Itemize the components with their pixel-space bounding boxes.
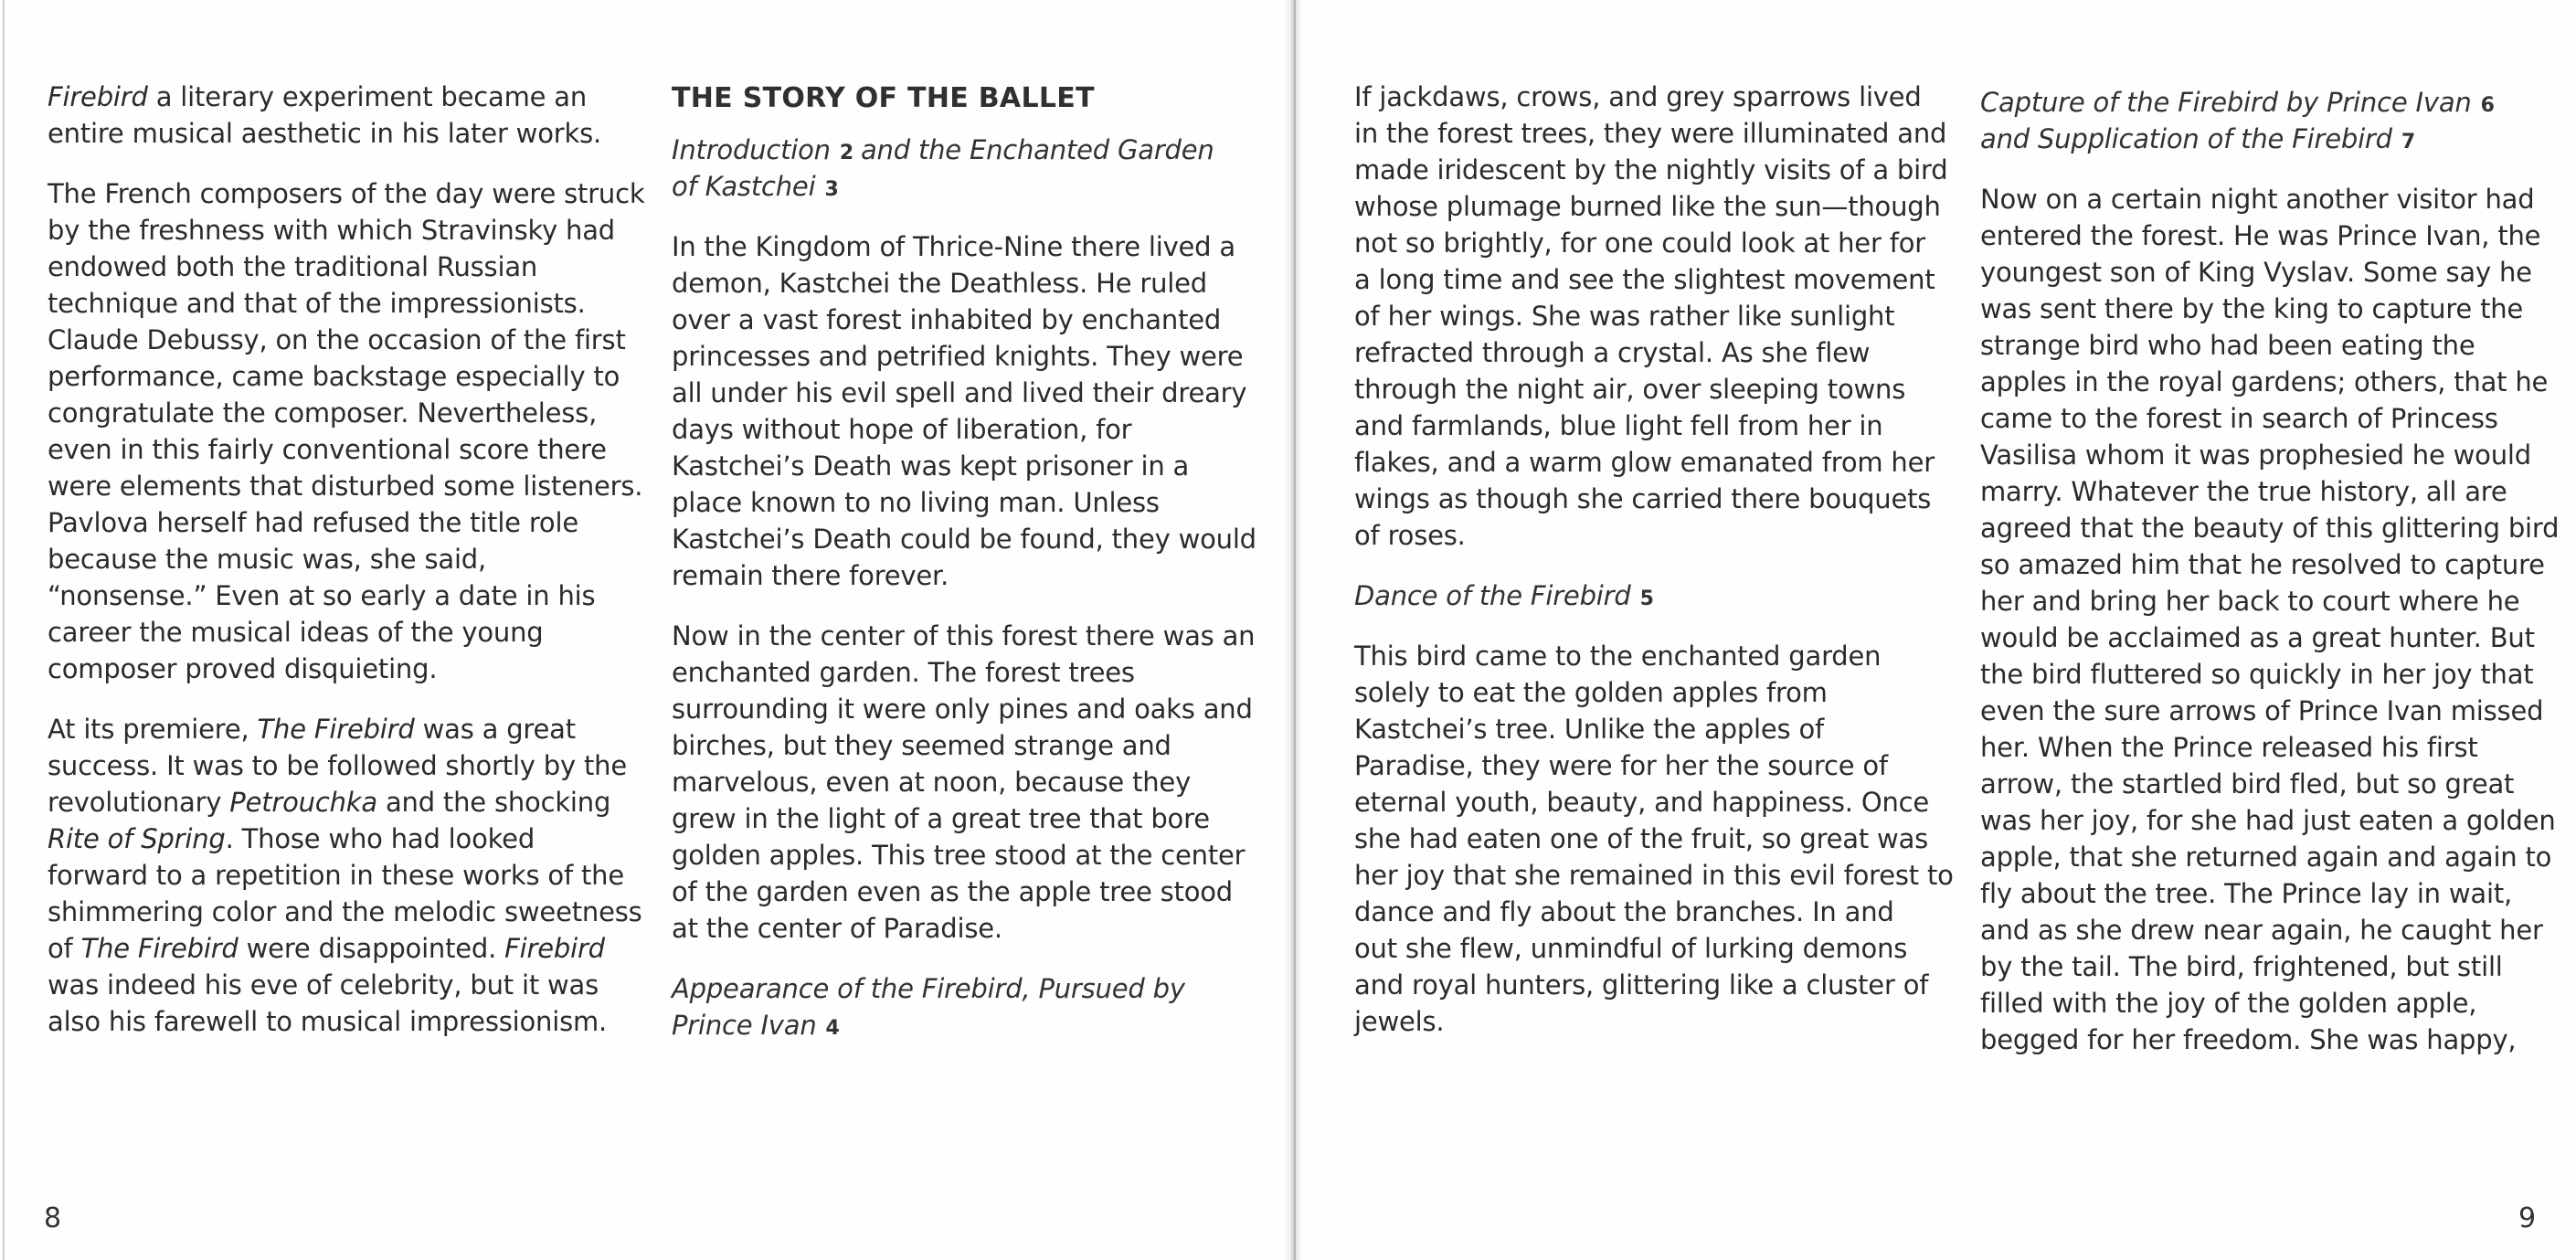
text-line [48, 967, 651, 1003]
text-run: congratulate the composer. Nevertheless, [48, 397, 598, 429]
track-number: 4 [825, 1017, 840, 1040]
text-line [48, 541, 651, 577]
text-run: dance and fly about the branches. In and [1354, 896, 1894, 927]
text-run: Kastchei’s tree. Unlike the apples of [1354, 714, 1825, 745]
text-line [1980, 802, 2565, 839]
fold-crease [1294, 0, 1296, 1260]
text-run: “nonsense.” Even at so early a date in his [48, 580, 596, 611]
text-line [1980, 729, 2565, 766]
text-line [48, 285, 651, 322]
italic-text: of Kastchei [672, 171, 816, 202]
text-run: so amazed him that he resolved to capture [1980, 549, 2545, 580]
text-line [48, 249, 651, 285]
page-edge [3, 0, 5, 1260]
text-run: strange bird who had been eating the [1980, 330, 2475, 361]
text-run: career the musical ideas of the young [48, 617, 544, 648]
text-line [672, 228, 1275, 265]
italic-text: Rite of Spring [48, 823, 226, 854]
paragraph [48, 711, 651, 1040]
text-line [672, 654, 1275, 691]
text-line [1354, 674, 1957, 711]
text-line [672, 411, 1275, 448]
text-line [48, 651, 651, 687]
text-run: she had eaten one of the fruit, so great was [1354, 823, 1929, 854]
text-line [48, 395, 651, 431]
text-run: out she flew, unmindful of lurking demons [1354, 933, 1908, 964]
column-1 [48, 79, 651, 1064]
text-run: was her joy, for she had just eaten a golden [1980, 805, 2556, 836]
text-run: Pavlova herself had refused the title role [48, 507, 578, 538]
text-run: flakes, and a warm glow emanated from her [1354, 447, 1935, 478]
text-run: and as she drew near again, he caught her [1980, 915, 2543, 946]
text-line [48, 747, 651, 784]
text-line [1354, 930, 1957, 967]
text-run: eternal youth, beauty, and happiness. Once [1354, 787, 1930, 818]
text-line [48, 1003, 651, 1040]
text-run: revolutionary [48, 787, 230, 818]
text-line [672, 265, 1275, 302]
italic-text: Firebird [504, 933, 605, 964]
text-run: by the freshness with which Stravinsky had [48, 215, 616, 246]
italic-text: Prince Ivan [672, 1010, 817, 1041]
text-run: made iridescent by the nightly visits of a bird [1354, 154, 1948, 185]
text-line [672, 764, 1275, 800]
movement-title [672, 970, 1275, 1043]
text-run: apple, that she returned again and again to [1980, 842, 2552, 873]
text-run: place known to no living man. Unless [672, 487, 1160, 518]
text-run: The French composers of the day were struck [48, 178, 645, 209]
text-run: because the music was, she said, [48, 544, 487, 575]
text-run: In the Kingdom of Thrice-Nine there lived a [672, 231, 1235, 262]
text-line [1980, 121, 2565, 157]
text-line [672, 970, 1275, 1007]
text-run: her joy that she remained in this evil forest to [1354, 860, 1954, 891]
italic-text: Capture of the Firebird by Prince Ivan [1980, 87, 2472, 118]
movement-title [1354, 577, 1957, 614]
text-line [1980, 985, 2565, 1022]
text-line [1980, 912, 2565, 948]
text-run: begged for her freedom. She was happy, [1980, 1024, 2517, 1055]
text-run: Vasilisa whom it was prophesied he would [1980, 439, 2531, 471]
paragraph [672, 228, 1275, 594]
text-line [1980, 656, 2565, 693]
center-fold [1283, 0, 1303, 1260]
text-run: shimmering color and the melodic sweetness [48, 896, 642, 927]
text-line [1980, 217, 2565, 254]
text-line [1354, 747, 1957, 784]
track-number: 3 [824, 178, 839, 201]
column-3 [1354, 79, 1957, 1064]
text-run: would be acclaimed as a great hunter. But [1980, 622, 2535, 653]
text-run: marry. Whatever the true history, all are [1980, 476, 2507, 507]
text-line [1980, 254, 2565, 291]
text-line [1980, 766, 2565, 802]
text-run: jewels. [1354, 1006, 1445, 1037]
text-line [1980, 291, 2565, 327]
text-run: were disappointed. [238, 933, 505, 964]
text-run: fly about the tree. The Prince lay in wait, [1980, 878, 2513, 909]
italic-text: Petrouchka [229, 787, 377, 818]
text-run: enchanted garden. The forest trees [672, 657, 1135, 688]
text-run: and the shocking [376, 787, 611, 818]
text-line [1354, 711, 1957, 747]
text-line [672, 375, 1275, 411]
italic-text: Appearance of the Firebird, Pursued by [672, 973, 1185, 1004]
text-run: composer proved disquieting. [48, 653, 438, 684]
text-line [48, 711, 651, 747]
text-run: arrow, the startled bird fled, but so great [1980, 768, 2515, 799]
text-run: solely to eat the golden apples from [1354, 677, 1828, 708]
text-run: At its premiere, [48, 714, 258, 745]
page-number-left: 8 [44, 1202, 62, 1234]
text-line [48, 821, 651, 857]
text-run: surrounding it were only pines and oaks and [672, 694, 1253, 725]
text-line [1354, 638, 1957, 674]
text-line [1980, 839, 2565, 875]
text-run: by the tail. The bird, frightened, but still [1980, 951, 2503, 982]
text-line [48, 930, 651, 967]
text-line [672, 302, 1275, 338]
text-run: was a great [414, 714, 576, 745]
text-line [1980, 619, 2565, 656]
text-run: her and bring her back to court where he [1980, 586, 2520, 617]
text-run: were elements that disturbed some listeners. [48, 471, 643, 502]
text-line [1980, 327, 2565, 364]
text-run: wings as though she carried there bouquets [1354, 483, 1932, 514]
text-line [672, 557, 1275, 594]
text-run: refracted through a crystal. As she flew [1354, 337, 1871, 368]
italic-text: and the Enchanted Garden [860, 134, 1214, 165]
text-run: success. It was to be followed shortly by the [48, 750, 627, 781]
text-line [672, 800, 1275, 837]
italic-text: Firebird [48, 81, 148, 112]
text-run: days without hope of liberation, for [672, 414, 1132, 445]
text-line [48, 614, 651, 651]
text-line [1354, 188, 1957, 225]
text-line [1354, 517, 1957, 554]
text-run: whose plumage burned like the sun—though [1354, 191, 1941, 222]
page-number-right: 9 [2518, 1202, 2537, 1234]
italic-text: The Firebird [80, 933, 239, 964]
text-run: her. When the Prince released his first [1980, 732, 2478, 763]
text-line [1980, 693, 2565, 729]
paragraph [672, 618, 1275, 947]
track-number: 5 [1639, 588, 1654, 610]
text-run: Kastchei’s Death was kept prisoner in a [672, 450, 1190, 482]
text-line [1354, 334, 1957, 371]
text-line [48, 79, 651, 115]
text-line [1980, 510, 2565, 546]
italic-text: Introduction [672, 134, 831, 165]
text-run: forward to a repetition in these works of the [48, 860, 624, 891]
text-run: a long time and see the slightest movement [1354, 264, 1935, 295]
movement-title [1980, 84, 2565, 157]
text-line [1354, 408, 1957, 444]
text-line [48, 894, 651, 930]
text-line [672, 874, 1275, 910]
text-run: of roses. [1354, 520, 1466, 551]
text-run: marvelous, even at noon, because they [672, 767, 1192, 798]
text-run: a literary experiment became an [147, 81, 588, 112]
paragraph [1980, 181, 2565, 1058]
text-line [1980, 400, 2565, 437]
text-run: even the sure arrows of Prince Ivan missed [1980, 695, 2544, 726]
text-line [672, 448, 1275, 484]
text-line [48, 577, 651, 614]
text-line [1354, 371, 1957, 408]
text-run: grew in the light of a great tree that bore [672, 803, 1210, 834]
text-run: also his farewell to musical impressionism. [48, 1006, 608, 1037]
text-run: of [48, 933, 81, 964]
text-line [1980, 546, 2565, 583]
text-run: birches, but they seemed strange and [672, 730, 1171, 761]
text-line [1980, 473, 2565, 510]
text-run: in the forest trees, they were illuminated and [1354, 118, 1947, 149]
text-line [672, 727, 1275, 764]
text-run: apples in the royal gardens; others, that he [1980, 366, 2549, 397]
text-line [672, 837, 1275, 874]
text-line [1354, 821, 1957, 857]
column-4 [1980, 84, 2565, 1082]
text-run: and royal hunters, glittering like a cluster of [1354, 969, 1929, 1001]
text-run: entire musical aesthetic in his later works. [48, 118, 601, 149]
text-run: golden apples. This tree stood at the center [672, 840, 1246, 871]
text-line [672, 484, 1275, 521]
text-line [1980, 437, 2565, 473]
text-line [1980, 948, 2565, 985]
text-run: performance, came backstage especially to [48, 361, 620, 392]
text-run: through the night air, over sleeping towns [1354, 374, 1906, 405]
text-run: at the center of Paradise. [672, 913, 1002, 944]
text-line [672, 132, 1275, 168]
text-line [1354, 115, 1957, 152]
text-run: Now on a certain night another visitor had [1980, 184, 2535, 215]
text-run: agreed that the beauty of this glittering bird [1980, 513, 2560, 544]
text-line [1980, 181, 2565, 217]
text-run: filled with the joy of the golden apple, [1980, 988, 2477, 1019]
text-line [48, 212, 651, 249]
text-run: and farmlands, blue light fell from her in [1354, 410, 1883, 441]
track-number: 2 [839, 142, 853, 164]
text-run: over a vast forest inhabited by enchanted [672, 304, 1222, 335]
text-line [1354, 152, 1957, 188]
text-line [1354, 261, 1957, 298]
track-number: 7 [2401, 131, 2415, 154]
text-line [672, 618, 1275, 654]
text-line [672, 168, 1275, 205]
paragraph [48, 175, 651, 687]
text-line [672, 338, 1275, 375]
paragraph [48, 79, 651, 152]
text-run: remain there forever. [672, 560, 949, 591]
text-line [672, 691, 1275, 727]
paragraph [1354, 638, 1957, 1040]
text-line [1354, 444, 1957, 481]
text-run: all under his evil spell and lived their dreary [672, 377, 1247, 408]
text-run: the bird fluttered so quickly in her joy that [1980, 659, 2534, 690]
text-line [48, 115, 651, 152]
text-run: If jackdaws, crows, and grey sparrows lived [1354, 81, 1922, 112]
text-run: endowed both the traditional Russian [48, 251, 538, 282]
column-2 [672, 79, 1275, 1067]
text-run: entered the forest. He was Prince Ivan, the [1980, 220, 2541, 251]
italic-text: Dance of the Firebird [1354, 580, 1631, 611]
text-run: technique and that of the impressionists. [48, 288, 586, 319]
text-line [1354, 577, 1957, 614]
text-line [48, 504, 651, 541]
text-line [672, 910, 1275, 947]
text-run: princesses and petrified knights. They were [672, 341, 1244, 372]
text-line [1354, 857, 1957, 894]
text-run: not so brightly, for one could look at her for [1354, 228, 1925, 259]
text-line [48, 784, 651, 821]
text-run: Kastchei’s Death could be found, they would [672, 524, 1256, 555]
text-line [672, 521, 1275, 557]
text-line [48, 468, 651, 504]
text-line [1980, 84, 2565, 121]
text-line [1354, 967, 1957, 1003]
paragraph [1354, 79, 1957, 554]
text-run: Now in the center of this forest there was an [672, 620, 1256, 651]
text-run: even in this fairly conventional score there [48, 434, 607, 465]
text-line [1980, 1022, 2565, 1058]
text-line [1354, 784, 1957, 821]
text-run: demon, Kastchei the Deathless. He ruled [672, 268, 1207, 299]
text-line [1980, 364, 2565, 400]
text-line [1354, 481, 1957, 517]
text-run: youngest son of King Vyslav. Some say he [1980, 257, 2532, 288]
text-line [1354, 225, 1957, 261]
text-line [48, 431, 651, 468]
text-line [1980, 875, 2565, 912]
text-line [48, 322, 651, 358]
text-line [48, 358, 651, 395]
text-run: of the garden even as the apple tree stood [672, 876, 1234, 907]
text-run: was indeed his eve of celebrity, but it was [48, 969, 599, 1001]
text-line [48, 857, 651, 894]
text-line [672, 1007, 1275, 1043]
italic-text: and Supplication of the Firebird [1980, 123, 2392, 154]
text-line [1354, 298, 1957, 334]
text-line [48, 175, 651, 212]
text-run: was sent there by the king to capture the [1980, 293, 2524, 324]
text-run: Paradise, they were for her the source of [1354, 750, 1888, 781]
text-line [1354, 1003, 1957, 1040]
text-run: . Those who had looked [225, 823, 535, 854]
text-run: Claude Debussy, on the occasion of the first [48, 324, 626, 355]
track-number: 6 [2480, 94, 2495, 117]
text-line [1354, 79, 1957, 115]
text-line [1980, 583, 2565, 619]
movement-title [672, 132, 1275, 205]
section-heading: THE STORY OF THE BALLET [672, 82, 1095, 114]
text-line [1354, 894, 1957, 930]
italic-text: The Firebird [257, 714, 415, 745]
text-run: of her wings. She was rather like sunlight [1354, 301, 1895, 332]
text-run: This bird came to the enchanted garden [1354, 641, 1882, 672]
text-run: came to the forest in search of Princess [1980, 403, 2498, 434]
